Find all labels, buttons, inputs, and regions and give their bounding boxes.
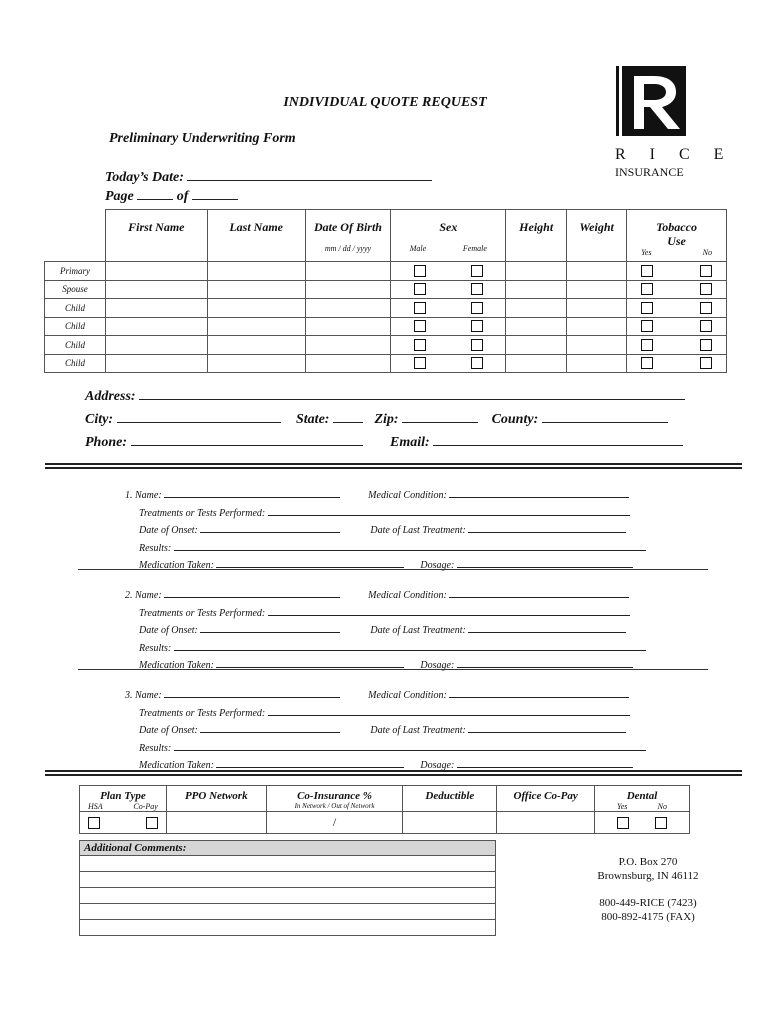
zip-field[interactable] [402,410,478,423]
last-name-field[interactable] [207,299,305,318]
med-condition-field[interactable] [449,486,629,498]
first-name-field[interactable] [105,336,207,355]
plan-type-header: Plan Type HSA Co-Pay [80,786,167,812]
first-name-field[interactable] [105,354,207,373]
deductible-field[interactable] [403,812,497,834]
page-number-field[interactable] [137,185,173,200]
dosage-label: Dosage: [420,660,455,671]
female-label: Female [462,244,487,253]
comments-label: Additional Comments: [80,841,496,856]
last-treatment-field[interactable] [468,521,626,533]
deductible-header: Deductible [403,786,497,812]
coinsurance-sub-label: In Network / Out of Network [294,802,375,810]
first-name-field[interactable] [105,317,207,336]
logo-letters: R I C E [615,146,734,163]
results-label: Results: [139,642,172,654]
tobacco-no-label: No [702,248,712,257]
onset-field[interactable] [200,721,340,733]
header-sex: Sex Male Female [391,210,506,262]
state-field[interactable] [333,410,363,423]
last-treatment-field[interactable] [468,721,626,733]
po-box: P.O. Box 270 [618,856,678,868]
county-field[interactable] [542,410,668,423]
todays-date-row [105,166,432,186]
treatments-field[interactable] [268,704,630,716]
dob-field[interactable] [305,317,391,336]
section-divider [45,463,742,469]
height-field[interactable] [506,280,567,299]
page-total-field[interactable] [192,185,238,200]
female-checkbox[interactable] [471,339,483,351]
header-dob: Date Of Birth mm / dd / yyyy [305,210,391,262]
last-name-field[interactable] [207,354,305,373]
phone-field[interactable] [131,433,363,446]
name-label: Name: [135,590,162,601]
phone-label: Phone: [85,435,127,450]
dob-field[interactable] [305,354,391,373]
height-field[interactable] [506,336,567,355]
city-field[interactable] [117,410,281,423]
hsa-checkbox[interactable] [88,817,100,829]
row-label: Child [45,299,106,318]
comment-line[interactable] [80,904,496,920]
last-treatment-label: Date of Last Treatment: [370,725,466,736]
onset-label: Date of Onset: [139,625,198,636]
medication-field[interactable] [216,656,404,668]
page-of-label: of [176,189,189,204]
todays-date-field[interactable] [187,166,432,181]
treatments-label: Treatments or Tests Performed: [139,607,266,619]
row-label: Primary [45,262,106,281]
medical-entry [125,686,655,774]
condition-label: Medical Condition: [368,690,447,701]
med-name-field[interactable] [164,586,340,598]
form-subtitle: Preliminary Underwriting Form [109,131,296,146]
dosage-field[interactable] [457,556,633,568]
dental-yes-label: Yes [617,802,628,811]
comment-line[interactable] [80,888,496,904]
city-state-zip: Brownsburg, IN 46112 [597,870,699,882]
page-label: Page [105,189,134,204]
female-checkbox[interactable] [471,265,483,277]
medication-field[interactable] [216,756,404,768]
city-row [85,410,668,428]
entry-number: 1. [125,490,133,501]
form-title: INDIVIDUAL QUOTE REQUEST [283,95,487,110]
dob-format-label: mm / dd / yyyy [324,244,372,253]
last-treatment-label: Date of Last Treatment: [370,625,466,636]
medication-label: Medication Taken: [139,660,214,671]
weight-field[interactable] [567,280,627,299]
dob-field[interactable] [305,262,391,281]
female-checkbox[interactable] [471,357,483,369]
header-tobacco: Tobacco Use Yes No [627,210,727,262]
address-label: Address: [85,389,136,404]
state-label: State: [296,412,330,427]
header-weight: Weight [567,210,627,262]
results-field[interactable] [174,539,646,551]
entry-number: 2. [125,590,133,601]
med-condition-field[interactable] [449,586,629,598]
onset-field[interactable] [200,521,340,533]
weight-field[interactable] [567,317,627,336]
weight-field[interactable] [567,354,627,373]
male-checkbox[interactable] [414,339,426,351]
applicant-row [45,317,727,336]
tobacco-no-checkbox[interactable] [700,339,712,351]
med-name-field[interactable] [164,686,340,698]
tobacco-no-checkbox[interactable] [700,283,712,295]
email-label: Email: [390,435,430,450]
entry-number: 3. [125,690,133,701]
plan-type-cell [80,812,167,834]
applicant-row [45,280,727,299]
height-field[interactable] [506,354,567,373]
tobacco-yes-checkbox[interactable] [641,339,653,351]
last-name-field[interactable] [207,262,305,281]
male-checkbox[interactable] [414,265,426,277]
tobacco-no-checkbox[interactable] [700,265,712,277]
email-field[interactable] [433,433,683,446]
address-field[interactable] [139,387,685,400]
city-label: City: [85,412,113,427]
med-condition-field[interactable] [449,686,629,698]
height-field[interactable] [506,299,567,318]
phone-row [85,433,683,451]
address-row [85,387,685,405]
last-name-field[interactable] [207,336,305,355]
applicants-table [44,209,727,373]
dosage-label: Dosage: [420,560,455,571]
name-label: Name: [135,490,162,501]
row-label: Child [45,336,106,355]
header-first-name: First Name [105,210,207,262]
hsa-label: HSA [88,802,103,811]
tobacco-no-checkbox[interactable] [700,302,712,314]
entry-separator [78,569,708,570]
comment-line[interactable] [80,856,496,872]
treatments-field[interactable] [268,504,630,516]
dental-yes-checkbox[interactable] [617,817,629,829]
results-label: Results: [139,542,172,554]
results-field[interactable] [174,739,646,751]
treatments-label: Treatments or Tests Performed: [139,707,266,719]
dental-header: Dental Yes No [595,786,690,812]
tobacco-yes-checkbox[interactable] [641,265,653,277]
dental-no-label: No [657,802,667,811]
dob-field[interactable] [305,336,391,355]
tobacco-yes-checkbox[interactable] [641,357,653,369]
tobacco-yes-checkbox[interactable] [641,302,653,314]
onset-field[interactable] [200,621,340,633]
dosage-label: Dosage: [420,760,455,771]
medication-label: Medication Taken: [139,560,214,571]
applicant-row [45,299,727,318]
medication-label: Medication Taken: [139,760,214,771]
comment-line[interactable] [80,872,496,888]
dob-field[interactable] [305,299,391,318]
medical-entry [125,486,655,574]
section-divider [45,770,742,776]
male-label: Male [409,244,427,253]
tobacco-yes-checkbox[interactable] [641,283,653,295]
treatments-field[interactable] [268,604,630,616]
tobacco-no-checkbox[interactable] [700,357,712,369]
ppo-header: PPO Network [166,786,266,812]
height-field[interactable] [506,262,567,281]
plan-table [79,785,690,834]
page-row [105,185,238,205]
dental-cell [595,812,690,834]
tobacco-yes-label: Yes [641,248,652,257]
medication-field[interactable] [216,556,404,568]
results-label: Results: [139,742,172,754]
row-label: Spouse [45,280,106,299]
phone-number: 800-449-RICE (7423) [599,897,697,909]
comment-line[interactable] [80,920,496,936]
last-treatment-label: Date of Last Treatment: [370,525,466,536]
dental-no-checkbox[interactable] [655,817,667,829]
med-name-field[interactable] [164,486,340,498]
female-checkbox[interactable] [471,283,483,295]
weight-field[interactable] [567,299,627,318]
todays-date-label: Today’s Date: [105,170,184,185]
last-name-field[interactable] [207,317,305,336]
tobacco-no-checkbox[interactable] [700,320,712,332]
weight-field[interactable] [567,262,627,281]
zip-label: Zip: [374,412,399,427]
fax-number: 800-892-4175 (FAX) [601,911,695,923]
results-field[interactable] [174,639,646,651]
condition-label: Medical Condition: [368,590,447,601]
comments-table [79,840,496,936]
rice-r-logo-icon [612,66,688,136]
male-checkbox[interactable] [414,302,426,314]
last-name-field[interactable] [207,280,305,299]
dosage-field[interactable] [457,756,633,768]
height-field[interactable] [506,317,567,336]
applicant-row [45,354,727,373]
male-checkbox[interactable] [414,283,426,295]
copay-label: Co-Pay [133,802,158,811]
name-label: Name: [135,690,162,701]
entry-separator [78,669,708,670]
ppo-network-field[interactable] [166,812,266,834]
office-copay-header: Office Co-Pay [497,786,595,812]
row-label: Child [45,354,106,373]
coinsurance-field[interactable]: / [266,812,403,834]
male-checkbox[interactable] [414,357,426,369]
row-label: Child [45,317,106,336]
applicant-row [45,336,727,355]
male-checkbox[interactable] [414,320,426,332]
logo-insurance-text: INSURANCE [615,165,684,179]
county-label: County: [491,412,539,427]
first-name-field[interactable] [105,262,207,281]
tobacco-yes-checkbox[interactable] [641,320,653,332]
onset-label: Date of Onset: [139,725,198,736]
contact-block [578,855,718,924]
applicant-row [45,262,727,281]
dob-field[interactable] [305,280,391,299]
coinsurance-header: Co-Insurance % In Network / Out of Network [266,786,403,812]
female-checkbox[interactable] [471,320,483,332]
condition-label: Medical Condition: [368,490,447,501]
medical-entry [125,586,655,674]
female-checkbox[interactable] [471,302,483,314]
weight-field[interactable] [567,336,627,355]
dosage-field[interactable] [457,656,633,668]
first-name-field[interactable] [105,280,207,299]
last-treatment-field[interactable] [468,621,626,633]
copay-checkbox[interactable] [146,817,158,829]
header-last-name: Last Name [207,210,305,262]
header-height: Height [506,210,567,262]
office-copay-field[interactable] [497,812,595,834]
treatments-label: Treatments or Tests Performed: [139,507,266,519]
onset-label: Date of Onset: [139,525,198,536]
first-name-field[interactable] [105,299,207,318]
